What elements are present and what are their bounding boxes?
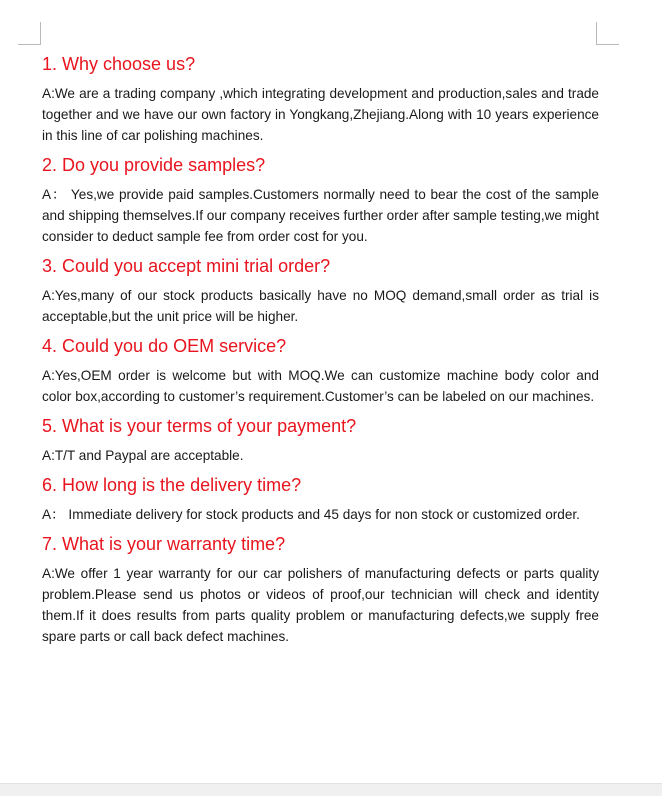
- faq-content: [42, 53, 599, 655]
- faq-answer-6: A： Immediate delivery for stock products and 45 days for non stock or customized order.: [42, 507, 580, 522]
- faq-question-3: 3. Could you accept mini trial order?: [42, 256, 331, 276]
- faq-question-5: 5. What is your terms of your payment?: [42, 416, 357, 436]
- margin-corner-mark-top-right: [596, 22, 619, 45]
- page-bottom-gutter: [0, 783, 662, 796]
- faq-question-7: 7. What is your warranty time?: [42, 534, 286, 554]
- faq-question-1: 1. Why choose us?: [42, 54, 196, 74]
- faq-answer-7: A:We offer 1 year warranty for our car polishers of manufacturing defects or parts quality problem.Please send us photos or videos of proof,our technician will check and identity them.If it does results from parts quality problem or manufacturing defects,we supply free spare parts or call back defect machines.: [42, 566, 599, 644]
- margin-corner-mark-top-left: [18, 22, 41, 45]
- faq-answer-1: A:We are a trading company ,which integrating development and production,sales and trade together and we have our own factory in Yongkang,Zhejiang.Along with 10 years experience in this line of car polishing machines.: [42, 86, 599, 143]
- faq-answer-4: A:Yes,OEM order is welcome but with MOQ.We can customize machine body color and color box,according to customer’s requirement.Customer’s can be labeled on our machines.: [42, 368, 599, 404]
- faq-answer-5: A:T/T and Paypal are acceptable.: [42, 448, 244, 463]
- faq-answer-3: A:Yes,many of our stock products basically have no MOQ demand,small order as trial is acceptable,but the unit price will be higher.: [42, 288, 599, 324]
- faq-question-2: 2. Do you provide samples?: [42, 155, 266, 175]
- faq-question-4: 4. Could you do OEM service?: [42, 336, 287, 356]
- faq-question-6: 6. How long is the delivery time?: [42, 475, 302, 495]
- faq-answer-2: A： Yes,we provide paid samples.Customers normally need to bear the cost of the sample and shipping themselves.If our company receives further order after sample testing,we might consider to deduct sample fee from order cost for you.: [42, 187, 599, 244]
